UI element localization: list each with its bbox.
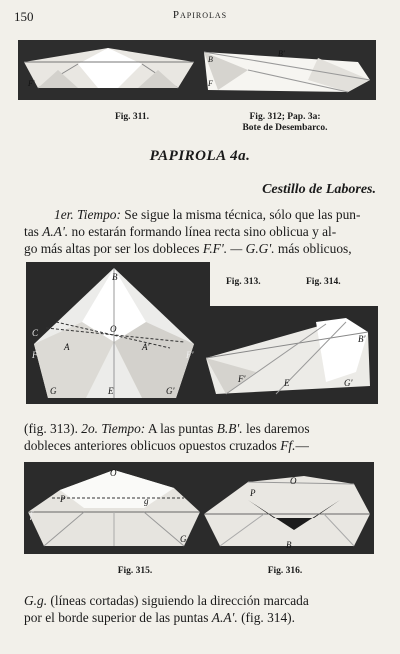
label-f-small: f: [30, 510, 33, 520]
label-p-315: P: [60, 494, 66, 504]
label-g-small: g: [144, 496, 149, 506]
caption-fig-316: Fig. 316.: [267, 566, 303, 576]
running-title: Papirolas: [172, 9, 228, 21]
label-e-314: E: [284, 378, 290, 388]
label-fig-314: Fig. 314.: [306, 277, 341, 287]
label-f-prime: F': [28, 79, 35, 88]
label-g-prime: G': [166, 386, 175, 396]
label-g-prime-314: G': [344, 378, 353, 388]
caption-fig-312-line1: Fig. 312; Pap. 3a:: [249, 112, 321, 122]
paragraph-3: G.g. (líneas cortadas) siguiendo la dirección marcada por el borde superior de las puntas A.A'. (fig. 314).: [24, 593, 309, 625]
label-f-313: F: [32, 350, 38, 360]
label-b-prime: B': [278, 49, 285, 58]
section-title: PAPIROLA 4a.: [149, 148, 251, 164]
label-f-prime-313: F': [186, 350, 194, 360]
paragraph-2: (fig. 313). 2o. Tiempo: A las puntas B.B'. les daremos dobleces anteriores oblicuos opuestos cruzados Ff.—: [24, 421, 310, 453]
label-o-316: O: [290, 476, 297, 486]
top-figure-strip: [18, 40, 376, 100]
tiempo-1: 1er. Tiempo:: [54, 207, 121, 222]
label-b-313: B: [112, 272, 118, 282]
label-b-prime-314: B': [358, 334, 366, 344]
caption-fig-312-line2: Bote de Desembarco.: [242, 123, 328, 133]
label-c: C: [32, 328, 39, 338]
label-a: A: [64, 342, 70, 352]
label-o: O: [110, 324, 117, 334]
page-number: 150: [14, 9, 34, 24]
label-o-315: O: [110, 468, 117, 478]
label-e: E: [108, 386, 114, 396]
caption-fig-315: Fig. 315.: [117, 566, 153, 576]
label-p-316: P: [250, 488, 256, 498]
label-fig-313: Fig. 313.: [226, 277, 261, 287]
label-b: B: [208, 55, 213, 64]
label-g: G: [50, 386, 57, 396]
label-a-prime: A': [142, 342, 150, 352]
bottom-figure-strip: [24, 462, 374, 554]
section-subtitle: Cestillo de Labores.: [262, 182, 376, 197]
label-g-315: G: [180, 534, 187, 544]
label-f-prime-314: F': [238, 374, 246, 384]
paragraph-1: 1er. Tiempo: Se sigue la misma técnica, sólo que las pun- tas A.A'. no estarán formando línea recta sino oblicua y al- go más altas por ser los dobleces F.F'. — G.G'. más oblicuos,: [24, 207, 361, 256]
caption-fig-311: Fig. 311.: [114, 112, 150, 122]
label-b-316: B: [286, 540, 292, 550]
label-f: F: [208, 79, 213, 88]
tiempo-2: 2o. Tiempo:: [81, 421, 146, 436]
